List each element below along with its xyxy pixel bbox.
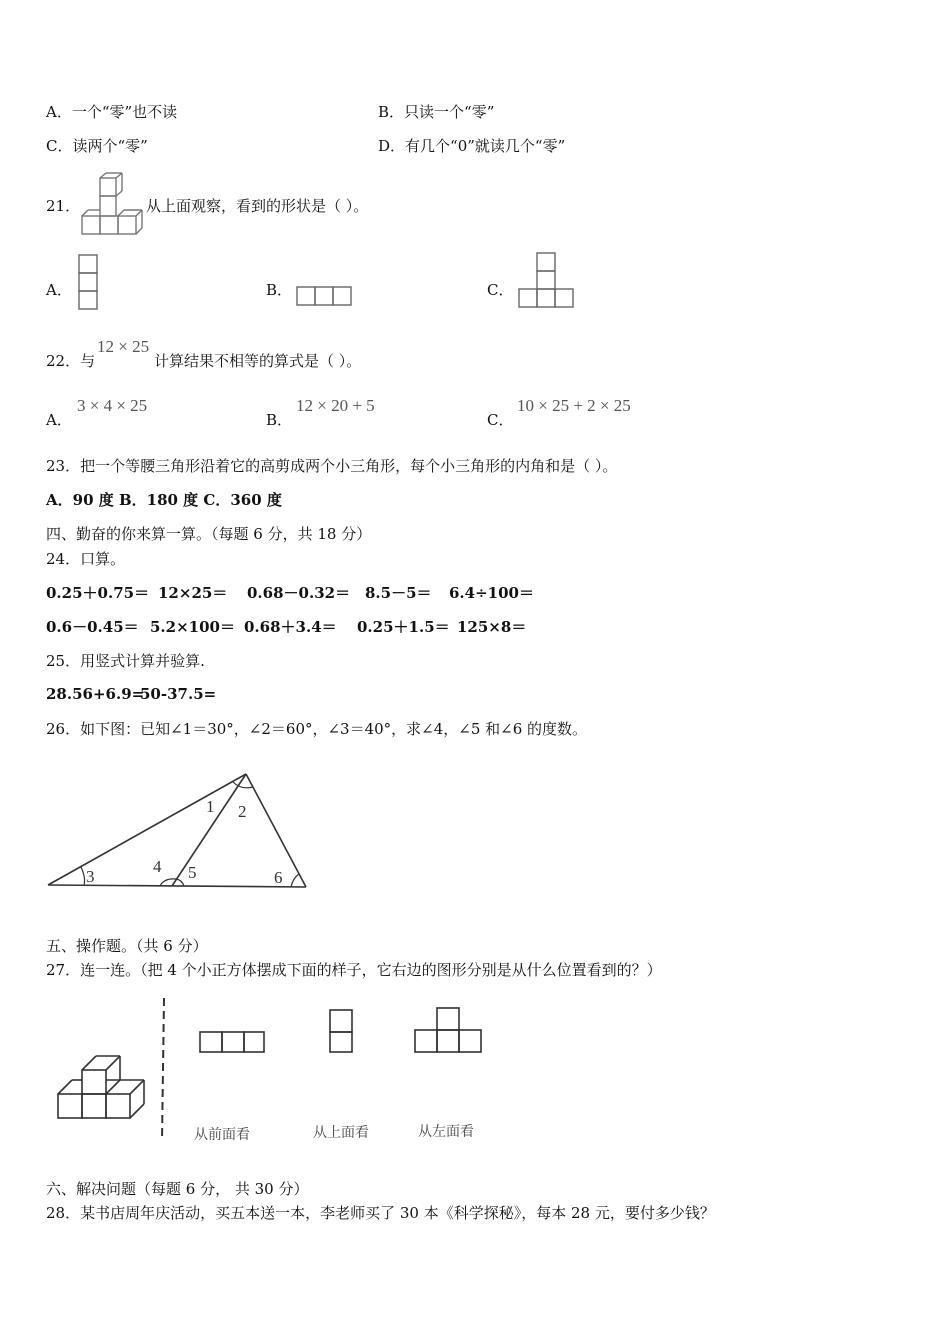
q24-item: 0.6－0.45＝ [46, 618, 139, 636]
angle-label-1: 1 [206, 797, 215, 816]
q27-caption-front: 从前面看 [194, 1127, 250, 1143]
q20-option-b: B．只读一个“零” [378, 103, 495, 121]
q21-stem: 从上面观察，看到的形状是（ ）。 [146, 197, 369, 215]
q22-expression: 12 × 25 [97, 337, 150, 356]
q26-stem: 26．如下图：已知∠1＝30°，∠2＝60°，∠3＝40°，求∠4，∠5 和∠6 的度数。 [46, 720, 588, 738]
q28-stem: 28．某书店周年庆活动，买五本送一本，李老师买了 30 本《科学探秘》，每本 28 元，要付多少钱？ [46, 1204, 715, 1222]
q25-title: 25．用竖式计算并验算. [46, 652, 205, 670]
q24-item: 0.68－0.32＝ [247, 584, 351, 602]
q27-caption-left: 从左面看 [418, 1124, 474, 1140]
q21-label-b: B． [266, 281, 293, 299]
q21-label-c: C． [487, 281, 514, 299]
q24-item: 0.25＋1.5＝ [357, 618, 450, 636]
q24-item: 8.5－5＝ [365, 584, 432, 602]
section6-title: 六、解决问题（每题 6 分， 共 30 分） [46, 1180, 309, 1198]
q22-label-b: B． [266, 411, 293, 429]
q22-label-c: C． [487, 411, 514, 429]
q23-stem: 23．把一个等腰三角形沿着它的高剪成两个小三角形，每个小三角形的内角和是（ ）。 [46, 457, 618, 475]
q24-item: 125×8＝ [457, 618, 527, 636]
angle-label-5: 5 [188, 863, 197, 882]
angle-label-6: 6 [274, 868, 283, 887]
q20-option-d: D．有几个“0”就读几个“零” [378, 137, 566, 155]
q23-options: A．90 度 B．180 度 C．360 度 [46, 491, 282, 509]
q21-number: 21． [46, 197, 81, 215]
q21-option-a-figure [78, 254, 98, 312]
q22-option-c-expression: 10 × 25 + 2 × 25 [517, 396, 631, 415]
q24-item: 6.4÷100＝ [449, 584, 534, 602]
q25-item: 50-37.5= [140, 685, 217, 703]
q24-item: 0.25＋0.75＝ [46, 584, 150, 602]
q22-label-a: A． [46, 411, 72, 429]
section4-title: 四、勤奋的你来算一算。（每题 6 分，共 18 分） [46, 525, 372, 543]
q24-item: 5.2×100＝ [150, 618, 235, 636]
q25-item: 28.56+6.9= [46, 685, 145, 703]
q24-title: 24．口算。 [46, 550, 126, 568]
q26-triangle-figure [40, 765, 320, 895]
q21-solid-figure [80, 172, 144, 236]
section5-title: 五、操作题。（共 6 分） [46, 937, 208, 955]
q21-option-c-figure [518, 252, 576, 312]
q24-item: 12×25＝ [158, 584, 228, 602]
angle-label-4: 4 [153, 857, 162, 876]
angle-label-3: 3 [86, 867, 95, 886]
q24-item: 0.68＋3.4＝ [244, 618, 337, 636]
q27-caption-top: 从上面看 [313, 1125, 369, 1141]
q22-option-b-expression: 12 × 20 + 5 [296, 396, 375, 415]
q22-option-a-expression: 3 × 4 × 25 [77, 396, 148, 415]
q21-label-a: A． [46, 281, 72, 299]
q21-option-b-figure [296, 286, 354, 308]
q27-stem: 27．连一连。（把 4 个小正方体摆成下面的样子，它右边的图形分别是从什么位置看到的？） [46, 961, 662, 979]
q20-option-c: C．读两个“零” [46, 137, 148, 155]
q20-option-a: A．一个“零”也不读 [46, 103, 178, 121]
q22-stem: 计算结果不相等的算式是（ ）。 [154, 352, 362, 370]
q22-prefix: 22．与 [46, 352, 96, 370]
angle-label-2: 2 [238, 802, 247, 821]
